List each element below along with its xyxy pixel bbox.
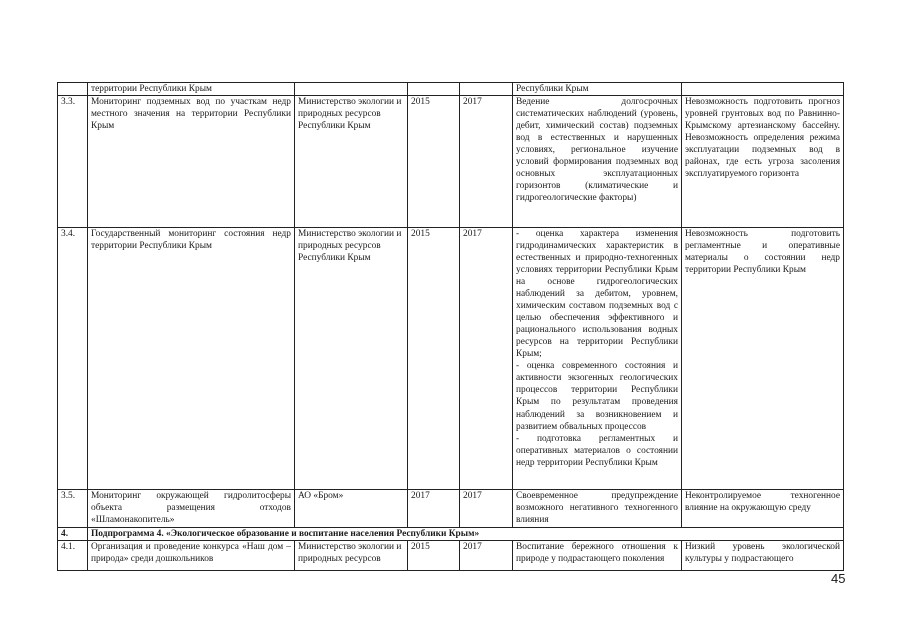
consequence-cell: Невозможность подготовить регламентные и оперативные материалы о состоянии недр территории Республики Крым: [682, 228, 844, 490]
table-row-continuation: [58, 83, 844, 96]
result-cell: Своевременное предупреждение возможного негативного техногенного влияния: [513, 490, 682, 528]
result-cell: Ведение долгосрочных систематических наблюдений (уровень, дебит, химический состав) подземных вод в естественных и нарушенных условиях, региональное изучение условий формирования подземных вод основных эксплуатационных горизонтов (климатические и гидрогеологические факторы): [513, 96, 682, 228]
table-row: [58, 490, 844, 528]
executor-cell: Министерство экологии и природных ресурсов: [295, 541, 408, 571]
measure-cell: Мониторинг окружающей гидролитосферы объекта размещения отходов «Шламонакопитель»: [88, 490, 295, 528]
consequence-cell: Неконтролируемое техногенное влияние на окружающую среду: [682, 490, 844, 528]
start-year-cell: 2015: [408, 96, 460, 228]
executor-cell: Министерство экологии и природных ресурсов Республики Крым: [295, 228, 408, 490]
table-row: [58, 541, 844, 571]
end-year-cell: 2017: [460, 541, 513, 571]
executor-cell: АО «Бром»: [295, 490, 408, 528]
end-year-cell: 2017: [460, 96, 513, 228]
row-number: 3.5.: [58, 490, 88, 528]
result-cell: - оценка характера изменения гидродинамических характеристик в естественных и природно-техногенных условиях территории Республики Крым на основе гидрогеологических наблюдений за дебитом, уровнем, химическим составом подземных вод с целью обеспечения эффективного и рационального использования водных ресурсов на территории Республики Крым; - оценка современного состояния и активности экзогенных геологических процессов территории Республики Крым по результатам проведения наблюдений за возникновением и развитием обвальных процессов - подготовка регламентных и оперативных материалов о состоянии недр территории Республики Крым: [513, 228, 682, 490]
end-year-cell: 2017: [460, 228, 513, 490]
table-row: [58, 228, 844, 490]
consequence-cell: [682, 83, 844, 96]
section-number: 4.: [58, 528, 88, 541]
measure-cell: Мониторинг подземных вод по участкам недр местного значения на территории Республики Крым: [88, 96, 295, 228]
row-number: 3.3.: [58, 96, 88, 228]
executor-cell: Министерство экологии и природных ресурсов Республики Крым: [295, 96, 408, 228]
end-year-cell: [460, 83, 513, 96]
section-title: Подпрограмма 4. «Экологическое образование и воспитание населения Республики Крым»: [88, 528, 844, 541]
row-number: 4.1.: [58, 541, 88, 571]
start-year-cell: 2015: [408, 228, 460, 490]
consequence-cell: Низкий уровень экологической культуры у подрастающего: [682, 541, 844, 571]
start-year-cell: [408, 83, 460, 96]
measure-cell: Организация и проведение конкурса «Наш дом – природа» среди дошкольников: [88, 541, 295, 571]
consequence-cell: Невозможность подготовить прогноз уровней грунтовых вод по Равнинно-Крымскому артезианскому бассейну. Невозможность определения режима эксплуатации подземных вод в районах, где есть угроза засоления эксплуатируемого горизонта: [682, 96, 844, 228]
end-year-cell: 2017: [460, 490, 513, 528]
measure-cell: Государственный мониторинг состояния недр территории Республики Крым: [88, 228, 295, 490]
executor-cell: [295, 83, 408, 96]
program-measures-table: [57, 82, 844, 571]
section-header-row: [58, 528, 844, 541]
start-year-cell: 2017: [408, 490, 460, 528]
row-number: [58, 83, 88, 96]
result-cell: Республики Крым: [513, 83, 682, 96]
measure-cell: территории Республики Крым: [88, 83, 295, 96]
row-number: 3.4.: [58, 228, 88, 490]
result-cell: Воспитание бережного отношения к природе у подрастающего поколения: [513, 541, 682, 571]
table-row: [58, 96, 844, 228]
start-year-cell: 2015: [408, 541, 460, 571]
page-number: 45: [831, 571, 846, 586]
